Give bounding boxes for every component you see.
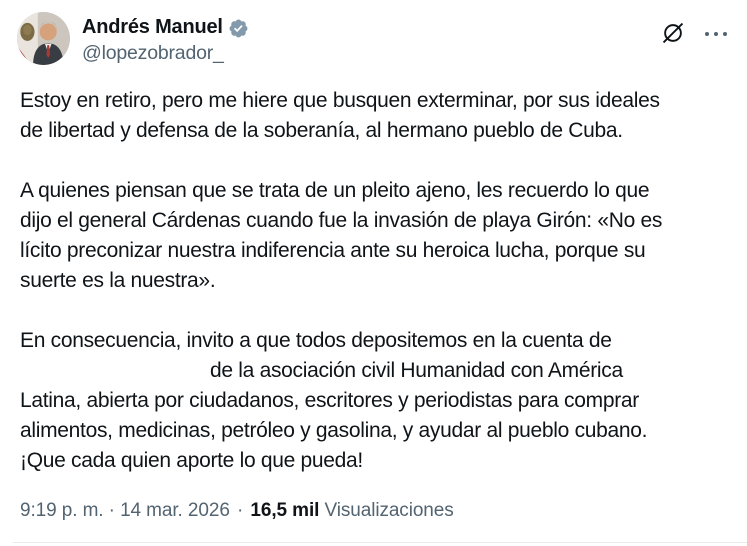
paragraph-2 bbox=[20, 176, 735, 296]
display-name[interactable]: Andrés Manuel bbox=[82, 15, 223, 38]
grok-icon bbox=[660, 20, 686, 49]
verified-badge-icon bbox=[228, 18, 249, 39]
avatar-image bbox=[17, 12, 70, 65]
tweet-text bbox=[20, 86, 735, 476]
avatar[interactable] bbox=[17, 12, 70, 65]
text-line: Estoy en retiro, pero me hiere que busquen exterminar, por sus ideales bbox=[20, 89, 660, 112]
tweet-header bbox=[17, 12, 733, 68]
header-actions bbox=[659, 20, 730, 48]
views-label: Visualizaciones bbox=[324, 500, 454, 521]
text-line: de libertad y defensa de la soberanía, al hermano pueblo de Cuba. bbox=[20, 119, 623, 142]
divider bbox=[13, 542, 747, 543]
text-line: alimentos, medicinas, petróleo y gasolina, y ayudar al pueblo cubano. bbox=[20, 419, 648, 442]
text-line: ¡Que cada quien aporte lo que pueda! bbox=[20, 449, 363, 472]
tweet-meta bbox=[20, 498, 454, 524]
paragraph-3 bbox=[20, 326, 735, 476]
text-line: En consecuencia, invito a que todos depositemos en la cuenta de bbox=[20, 329, 612, 352]
user-handle[interactable]: @lopezobrador_ bbox=[82, 42, 224, 64]
text-line: A quienes piensan que se trata de un pleito ajeno, les recuerdo lo que bbox=[20, 179, 650, 202]
text-line-redacted-gap: de la asociación civil Humanidad con América bbox=[210, 359, 623, 382]
views-count: 16,5 mil bbox=[250, 500, 320, 521]
more-options-button[interactable] bbox=[702, 20, 730, 48]
user-names bbox=[82, 14, 249, 66]
text-line: suerte es la nuestra». bbox=[20, 269, 216, 292]
timestamp[interactable]: 9:19 p. m. · 14 mar. 2026 bbox=[20, 500, 230, 521]
text-line: Latina, abierta por ciudadanos, escritores y periodistas para comprar bbox=[20, 389, 639, 412]
ellipsis-icon bbox=[705, 32, 727, 36]
text-line: dijo el general Cárdenas cuando fue la invasión de playa Girón: «No es bbox=[20, 209, 663, 232]
meta-separator: · bbox=[236, 500, 244, 521]
paragraph-1 bbox=[20, 86, 735, 146]
text-line: lícito preconizar nuestra indiferencia ante su heroica lucha, porque su bbox=[20, 239, 646, 262]
grok-button[interactable] bbox=[659, 20, 687, 48]
